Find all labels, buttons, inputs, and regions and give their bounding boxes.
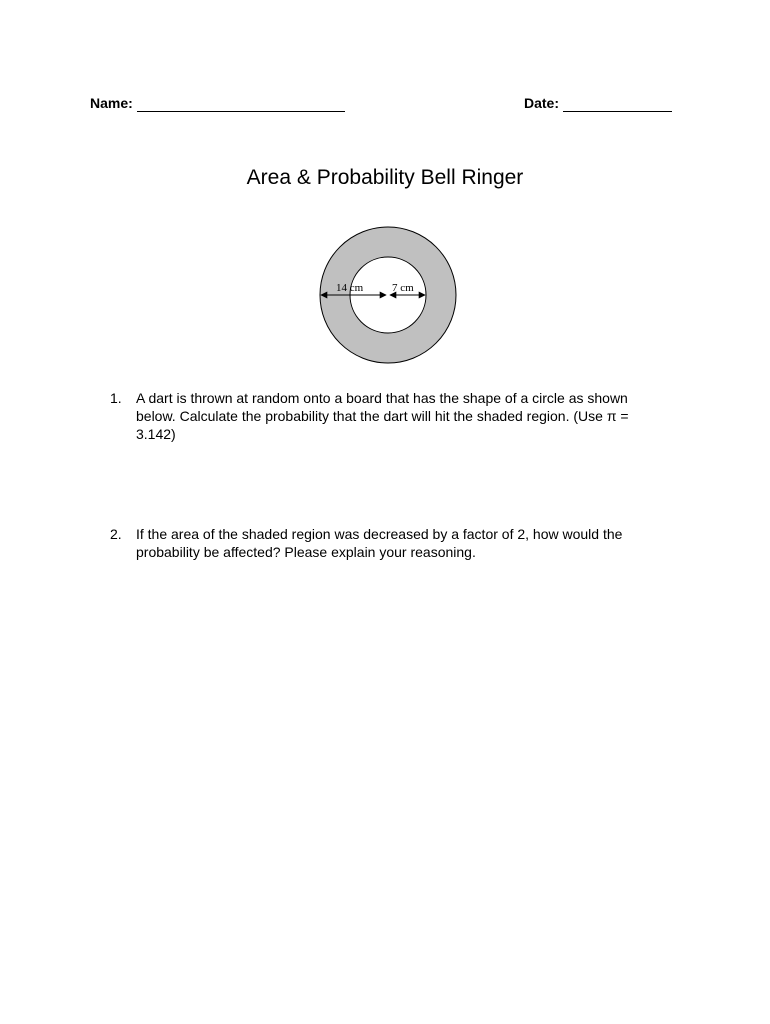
question-list [110, 389, 670, 561]
name-blank-line[interactable] [137, 96, 345, 112]
dartboard-diagram [312, 222, 464, 374]
date-blank-line[interactable] [563, 96, 672, 112]
name-label: Name: [90, 95, 133, 111]
question-item [110, 525, 670, 561]
name-field[interactable] [90, 94, 345, 112]
page-title: Area & Probability Bell Ringer [246, 166, 524, 190]
question-item [110, 389, 670, 443]
inner-radius-label: 7 cm [392, 282, 414, 294]
header-row [90, 94, 672, 114]
question-number: 2. [110, 526, 122, 542]
outer-radius-label: 14 cm [336, 282, 364, 294]
question-text: A dart is thrown at random onto a board that has the shape of a circle as shown below. Calculate the probability that the dart will hit the shaded region. (Use π = 3.142) [136, 390, 629, 442]
date-label: Date: [523, 95, 559, 111]
date-field[interactable] [524, 94, 672, 112]
question-number: 1. [110, 390, 122, 406]
dartboard-figure [312, 222, 464, 374]
question-text: If the area of the shaded region was decreased by a factor of 2, how would the probability be affected? Please explain your reasoning. [136, 526, 623, 560]
